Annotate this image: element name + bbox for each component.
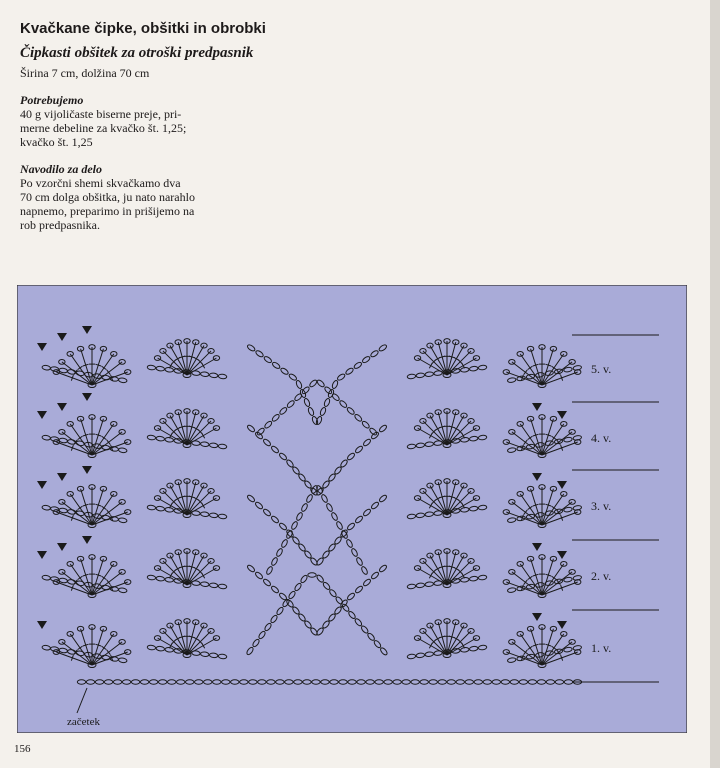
materials-heading: Potrebujemo	[20, 93, 84, 107]
page-gutter	[710, 0, 720, 768]
row-label-2: 2. v.	[591, 569, 612, 583]
instructions-line: Po vzorčni shemi skvačkamo dva	[20, 176, 181, 190]
instructions-line: napnemo, preparimo in prišijemo na	[20, 204, 195, 218]
page-number: 156	[14, 743, 31, 755]
row-label-1: 1. v.	[591, 641, 612, 655]
instructions-heading: Navodilo za delo	[20, 162, 102, 176]
materials-line: 40 g vijoličaste biserne preje, pri-	[20, 107, 182, 121]
materials-line: merne debeline za kvačko št. 1,25;	[20, 121, 187, 135]
row-label-5: 5. v.	[591, 362, 612, 376]
dimensions-text: Širina 7 cm, dolžina 70 cm	[20, 66, 150, 80]
row-label-4: 4. v.	[591, 431, 612, 445]
page-title: Kvačkane čipke, obšitki in obrobki	[20, 20, 266, 37]
start-label: začetek	[67, 716, 100, 728]
instructions-line: rob predpasnika.	[20, 218, 100, 232]
chart-background	[17, 285, 687, 733]
instructions-line: 70 cm dolga obšitka, ju nato narahlo	[20, 190, 195, 204]
crochet-chart	[17, 285, 687, 733]
row-label-3: 3. v.	[591, 499, 612, 513]
materials-line: kvačko št. 1,25	[20, 135, 93, 149]
pattern-title: Čipkasti obšitek za otroški predpasnik	[20, 45, 254, 61]
